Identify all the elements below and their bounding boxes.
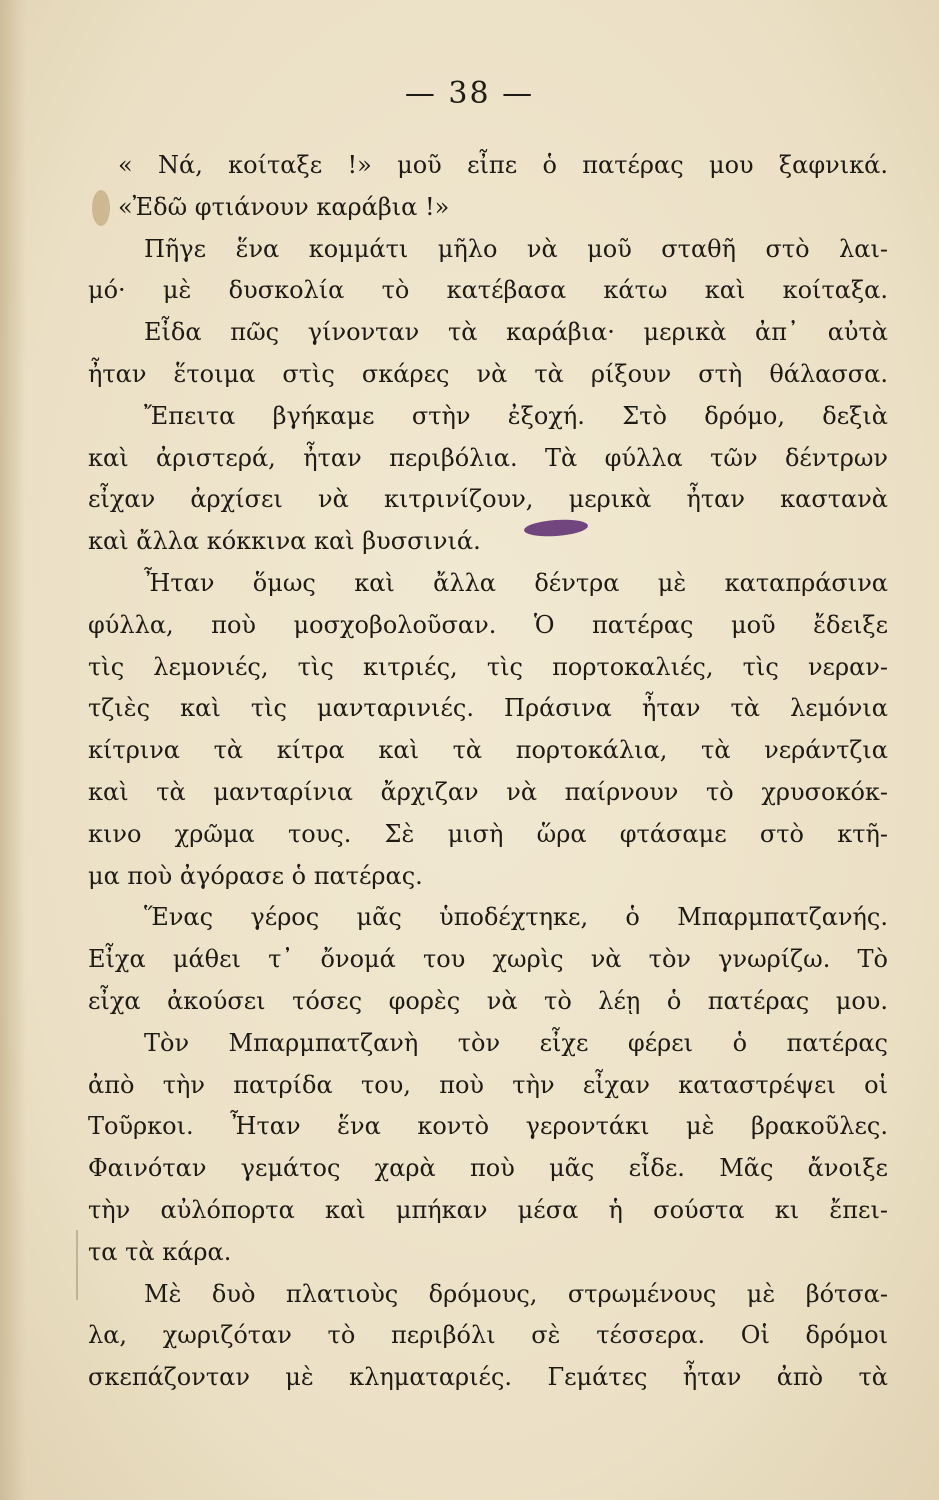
- text-line: λα, χωριζόταν τὸ περιβόλι σὲ τέσσερα. Οἱ δρόμοι: [88, 1321, 888, 1350]
- text-line: Πῆγε ἕνα κομμάτι μῆλο νὰ μοῦ σταθῆ στὸ λαι-: [144, 234, 888, 263]
- text-line: μό· μὲ δυσκολία τὸ κατέβασα κάτω καὶ κοίταξα.: [88, 276, 888, 305]
- text-line: τζιὲς καὶ τὶς μανταρινιές. Πράσινα ἦταν τὰ λεμόνια: [88, 694, 888, 723]
- text-line: Ἕνας γέρος μᾶς ὑποδέχτηκε, ὁ Μπαρμπατζανής.: [144, 903, 888, 932]
- text-line: κίτρινα τὰ κίτρα καὶ τὰ πορτοκάλια, τὰ νεράντζια: [88, 736, 888, 765]
- margin-mark: [76, 1230, 78, 1300]
- page-number: — 38 —: [404, 76, 535, 111]
- text-line: Τὸν Μπαρμπατζανὴ τὸν εἶχε φέρει ὁ πατέρας: [144, 1028, 888, 1057]
- text-line: εἶχαν ἀρχίσει νὰ κιτρινίζουν, μερικὰ ἦταν καστανὰ: [88, 485, 888, 514]
- text-line: Ἔπειτα βγήκαμε στὴν ἐξοχή. Στὸ δρόμο, δεξιὰ: [144, 401, 888, 430]
- text-line: κινο χρῶμα τους. Σὲ μισὴ ὥρα φτάσαμε στὸ κτῆ-: [88, 819, 888, 848]
- text-line: « Νά, κοίταξε !» μοῦ εἶπε ὁ πατέρας μου ξαφνικά.: [118, 151, 888, 179]
- text-line: Εἶχα μάθει τ᾿ ὄνομά του χωρὶς νὰ τὸν γνωρίζω. Τὸ: [88, 945, 888, 974]
- text-line: Μὲ δυὸ πλατιοὺς δρόμους, στρωμένους μὲ βότσα-: [144, 1279, 888, 1308]
- text-line: ἦταν ἕτοιμα στὶς σκάρες νὰ τὰ ρίξουν στὴ θάλασσα.: [88, 359, 888, 388]
- page-spine-shadow: [0, 0, 26, 1500]
- text-line: φύλλα, ποὺ μοσχοβολοῦσαν. Ὁ πατέρας μοῦ ἔδειξε: [88, 610, 888, 639]
- text-line: τὴν αὐλόπορτα καὶ μπήκαν μέσα ἡ σούστα κι ἔπει-: [88, 1195, 888, 1224]
- text-line: τα τὰ κάρα.: [88, 1237, 232, 1266]
- text-line: εἶχα ἀκούσει τόσες φορὲς νὰ τὸ λέῃ ὁ πατέρας μου.: [88, 986, 888, 1015]
- text-line: Φαινόταν γεμάτος χαρὰ ποὺ μᾶς εἶδε. Μᾶς ἄνοιξε: [88, 1154, 888, 1183]
- text-line: σκεπάζονταν μὲ κληματαριές. Γεμάτες ἦταν ἀπὸ τὰ: [88, 1363, 888, 1392]
- text-line: καὶ ἄλλα κόκκινα καὶ βυσσινιά.: [88, 527, 481, 556]
- text-line: Ἦταν ὅμως καὶ ἄλλα δέντρα μὲ καταπράσινα: [144, 568, 888, 597]
- text-line: Εἶδα πῶς γίνονταν τὰ καράβια· μερικὰ ἀπ᾿ αὐτὰ: [144, 318, 888, 347]
- text-line: καὶ τὰ μανταρίνια ἄρχιζαν νὰ παίρνουν τὸ χρυσοκόκ-: [88, 777, 888, 806]
- text-line: ἀπὸ τὴν πατρίδα του, ποὺ τὴν εἶχαν καταστρέψει οἱ: [88, 1070, 888, 1099]
- body-text: [88, 145, 888, 1399]
- text-line: μα ποὺ ἀγόρασε ὁ πατέρας.: [88, 861, 423, 890]
- text-line: τὶς λεμονιές, τὶς κιτριές, τὶς πορτοκαλιές, τὶς νεραν-: [88, 652, 888, 681]
- text-line: καὶ ἀριστερά, ἦταν περιβόλια. Τὰ φύλλα τῶν δέντρων: [88, 443, 888, 472]
- text-line: «Ἐδῶ φτιάνουν καράβια !»: [118, 192, 450, 221]
- text-line: Τοῦρκοι. Ἦταν ἕνα κοντὸ γεροντάκι μὲ βρακοῦλες.: [88, 1112, 888, 1141]
